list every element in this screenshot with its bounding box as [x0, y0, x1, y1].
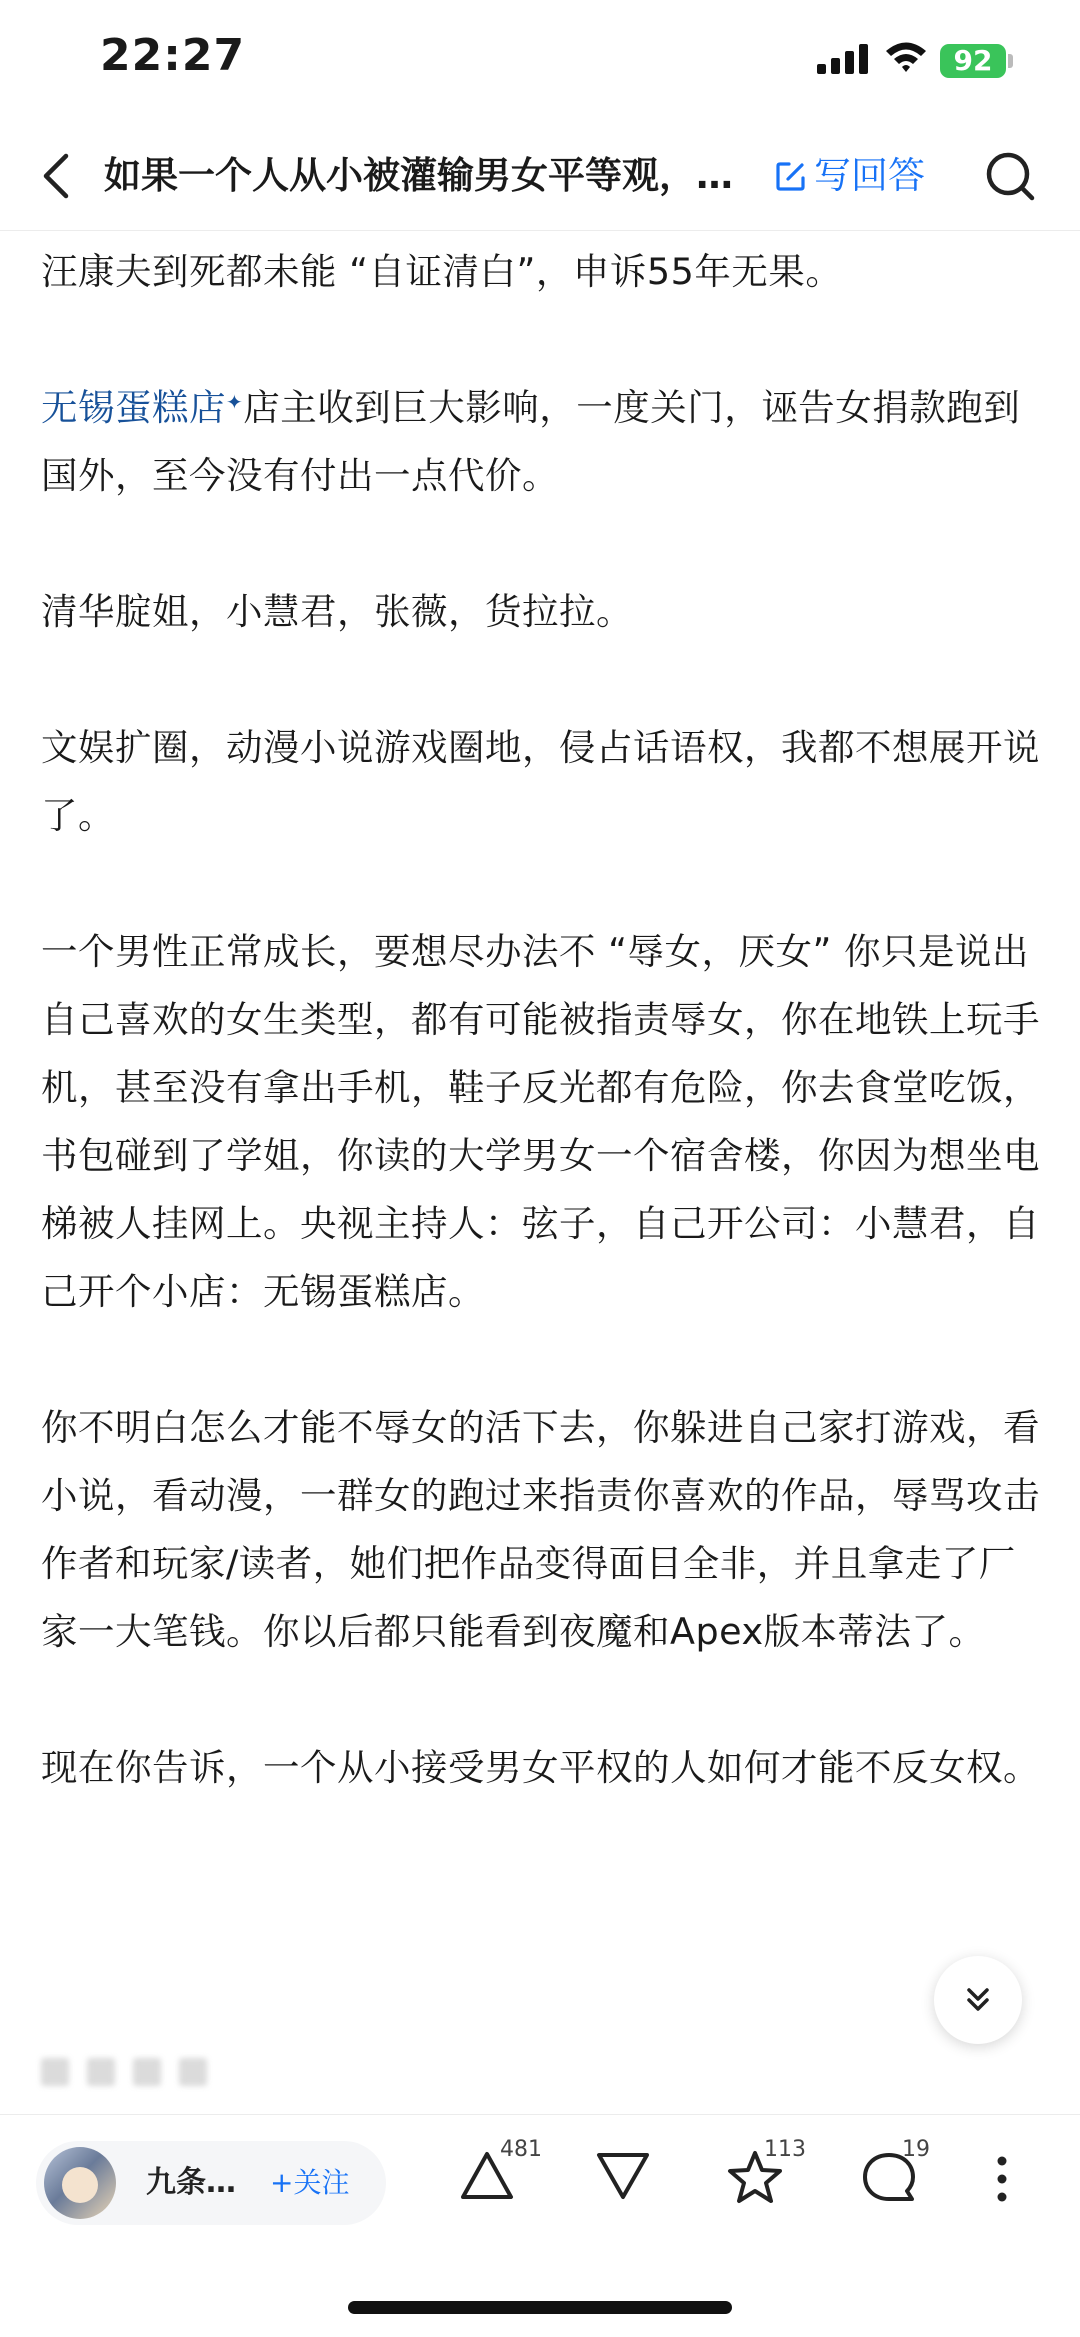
paragraph: 汪康夫到死都未能 “自证清白”，申诉55年无果。 [41, 250, 843, 293]
author-name[interactable]: 九条… [146, 2165, 236, 2200]
follow-button[interactable]: +关注 [270, 2166, 350, 2199]
back-arrow-icon[interactable] [38, 150, 74, 202]
paragraph: 文娱扩圈，动漫小说游戏圈地，侵占话语权，我都不想展开说了。 [41, 726, 1040, 837]
question-title[interactable]: 如果一个人从小被灌输男女平等观，… [104, 154, 733, 197]
edit-icon [774, 159, 808, 193]
author-card[interactable] [36, 2141, 386, 2225]
paragraph: 现在你告诉，一个从小接受男女平权的人如何才能不反女权。 [41, 1746, 1040, 1789]
wifi-icon [884, 40, 928, 74]
write-answer-button[interactable] [774, 150, 925, 202]
avatar[interactable] [44, 2147, 116, 2219]
comment-button[interactable] [860, 2137, 930, 2209]
upvote-count: 481 [500, 2137, 542, 2162]
comment-count: 19 [902, 2137, 930, 2162]
more-vertical-icon [996, 2155, 1008, 2203]
downvote-triangle-icon [594, 2149, 652, 2203]
status-time: 22:27 [100, 30, 246, 81]
cellular-signal-icon [817, 44, 869, 74]
answer-content [41, 238, 1041, 1870]
paragraph: 无锡蛋糕店✦店主收到巨大影响，一度关门，诬告女捐款跑到国外，至今没有付出一点代价。 [41, 386, 1021, 497]
favorite-count: 113 [764, 2137, 806, 2162]
link-sparkle-icon: ✦ [226, 390, 244, 414]
battery-tip [1008, 54, 1013, 68]
keyword-link[interactable]: 无锡蛋糕店✦ [41, 386, 244, 429]
status-bar [0, 0, 1080, 120]
paragraph: 一个男性正常成长，要想尽办法不 “辱女，厌女” 你只是说出自己喜欢的女生类型，都有可能被指责辱女，你在地铁上玩手机，甚至没有拿出手机，鞋子反光都有危险，你去食堂吃饭，书包碰到了学姐，你读的大学男女一个宿舍楼，你因为想坐电梯被人挂网上。央视主持人：弦子，自己开公司：小慧君，自己开个小店：无锡蛋糕店。 [41, 930, 1040, 1313]
battery-indicator: 92 [940, 44, 1006, 78]
more-options-button[interactable] [996, 2155, 1008, 2207]
paragraph: 清华腚姐，小慧君，张薇，货拉拉。 [41, 590, 633, 633]
downvote-button[interactable] [594, 2149, 652, 2207]
double-chevron-down-icon [961, 1983, 995, 2017]
search-icon[interactable] [982, 148, 1038, 204]
bottom-action-bar [0, 2114, 1080, 2263]
paragraph: 你不明白怎么才能不辱女的活下去，你躲进自己家打游戏，看小说，看动漫，一群女的跑过来指责你喜欢的作品，辱骂攻击作者和玩家/读者，她们把作品变得面目全非，并且拿走了厂家一大笔钱。你以后都只能看到夜魔和Apex版本蒂法了。 [41, 1406, 1040, 1653]
scroll-down-button[interactable] [934, 1956, 1022, 2044]
nav-bar [0, 120, 1080, 231]
upvote-button[interactable] [458, 2137, 542, 2207]
faded-text [41, 2058, 281, 2092]
favorite-button[interactable] [726, 2137, 806, 2209]
home-indicator [348, 2301, 732, 2314]
write-answer-label: 写回答 [814, 154, 925, 197]
